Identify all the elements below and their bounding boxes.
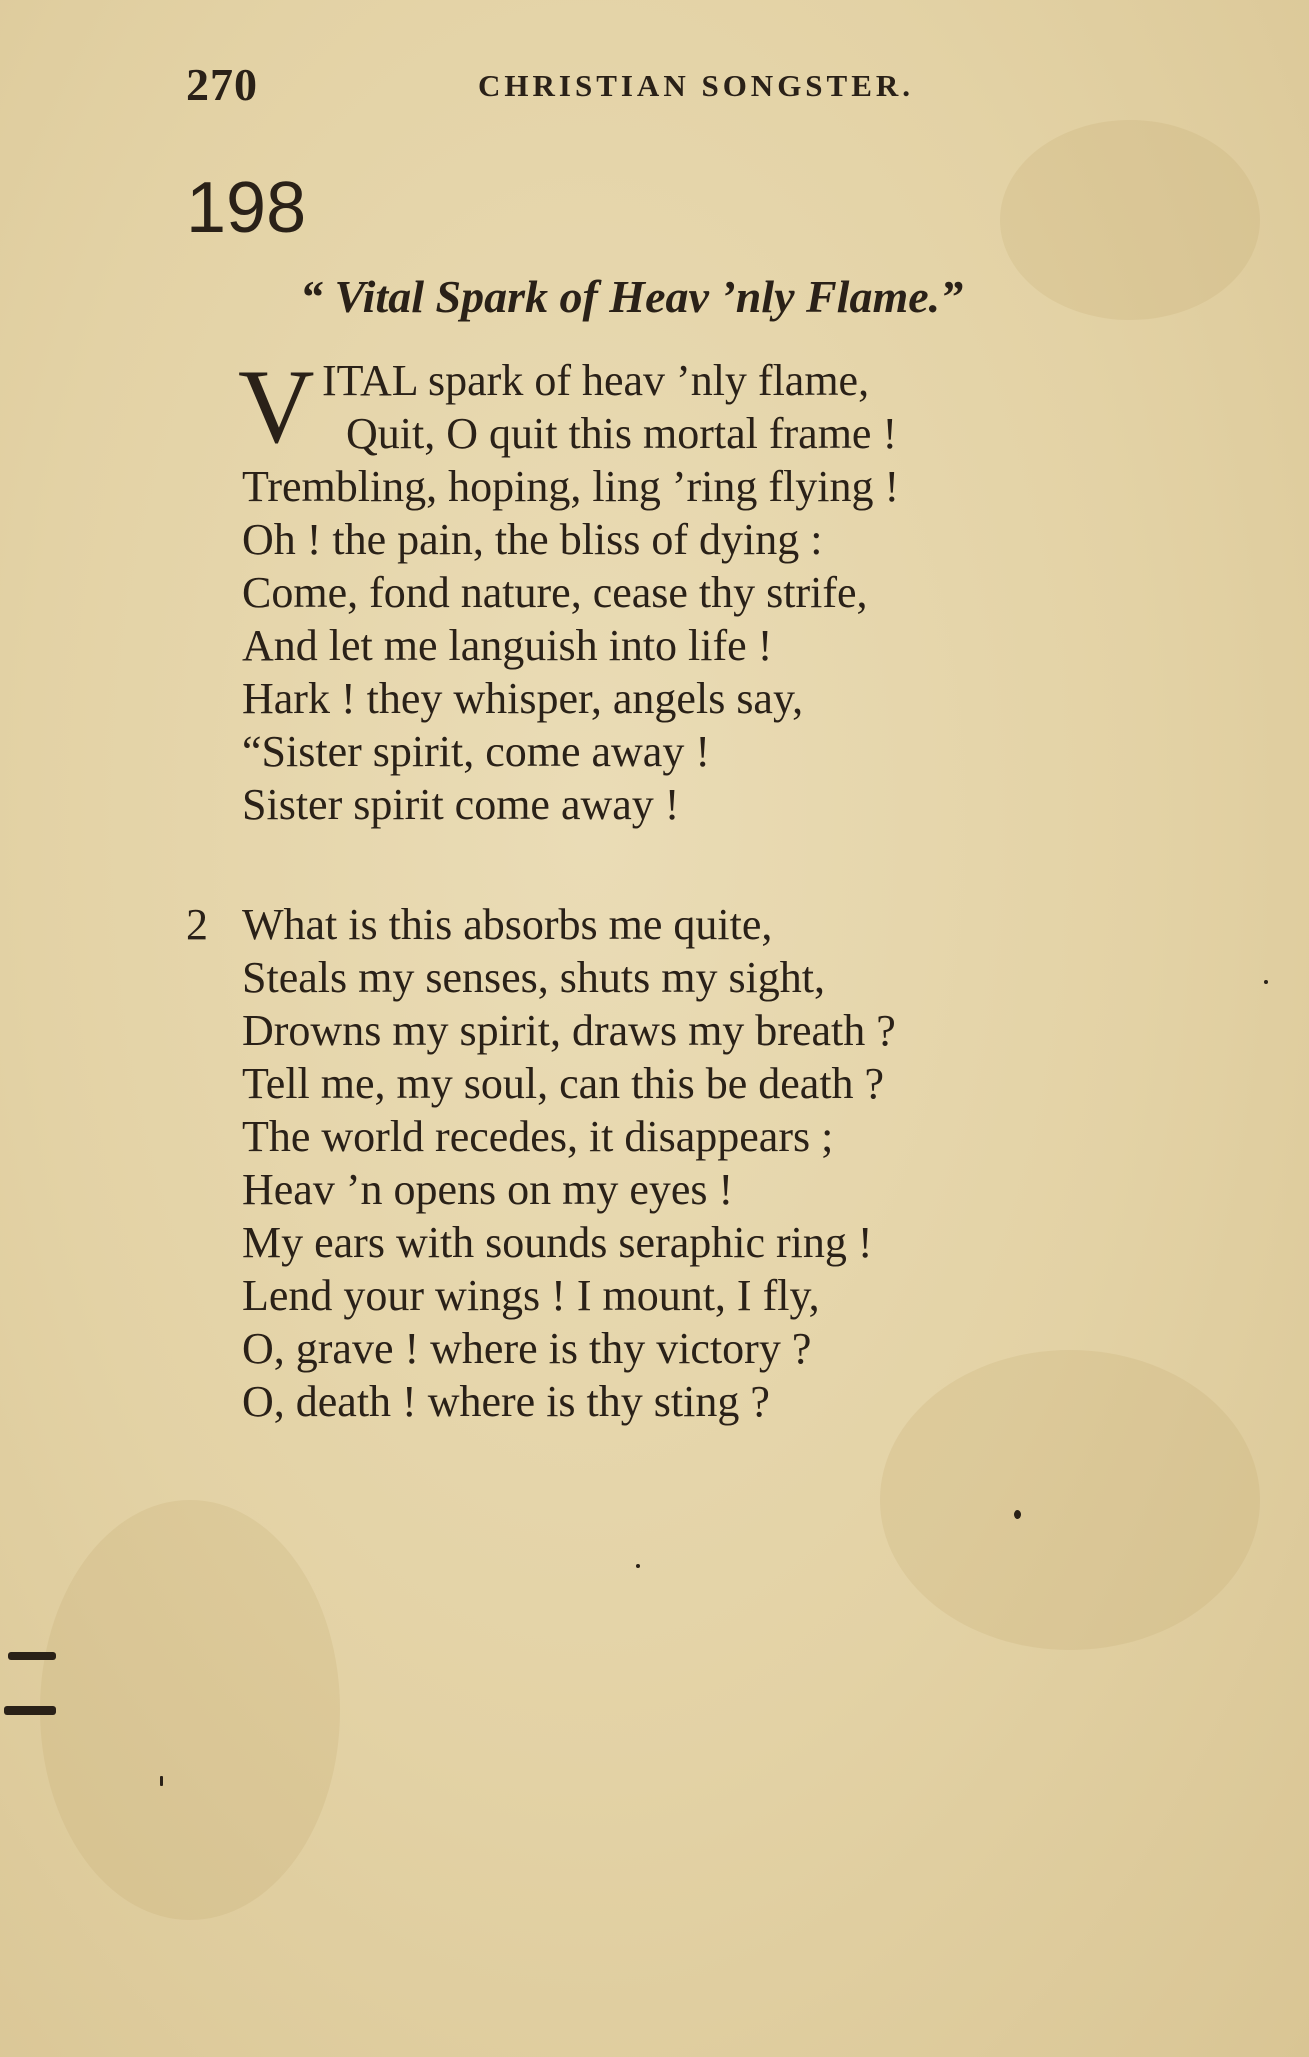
hymn-title: “ Vital Spark of Heav ’nly Flame.”	[300, 271, 964, 322]
verse-line: Steals my senses, shuts my sight,	[242, 953, 826, 1002]
hymn-number: 198	[186, 168, 307, 248]
verse-line: O, death ! where is thy sting ?	[242, 1377, 770, 1426]
verse-line: Sister spirit come away !	[242, 780, 680, 829]
verse-line: Quit, O quit this mortal frame !	[346, 409, 898, 458]
verse-line: What is this absorbs me quite,	[242, 900, 773, 949]
ink-speck	[8, 1652, 56, 1660]
verse-line: Trembling, hoping, ling ’ring flying !	[242, 462, 900, 511]
ink-speck	[160, 1776, 163, 1786]
verse-line: Heav ’n opens on my eyes !	[242, 1165, 734, 1214]
verse-line: The world recedes, it disappears ;	[242, 1112, 834, 1161]
ink-speck	[1014, 1510, 1021, 1519]
verse-line: “Sister spirit, come away !	[242, 727, 710, 776]
stanza-number: 2	[186, 900, 208, 949]
stanza-2	[242, 898, 896, 1428]
book-title: CHRISTIAN SONGSTER.	[478, 68, 915, 103]
verse-line: My ears with sounds seraphic ring !	[242, 1218, 873, 1267]
verse-line: Lend your wings ! I mount, I fly,	[242, 1271, 820, 1320]
verse-line: ITAL spark of heav ’nly flame,	[322, 356, 870, 405]
verse-line: Tell me, my soul, can this be death ?	[242, 1059, 885, 1108]
page-number: 270	[186, 59, 258, 110]
paper-stain	[880, 1350, 1260, 1650]
ink-speck	[636, 1564, 640, 1568]
ink-speck	[4, 1706, 56, 1715]
ink-speck	[1264, 980, 1268, 984]
stanza-1	[238, 348, 900, 831]
verse-line: Oh ! the pain, the bliss of dying :	[242, 515, 823, 564]
verse-line: O, grave ! where is thy victory ?	[242, 1324, 812, 1373]
verse-line: And let me languish into life !	[242, 621, 773, 670]
drop-cap: V	[238, 348, 315, 465]
paper-stain	[40, 1500, 340, 1920]
verse-line: Come, fond nature, cease thy strife,	[242, 568, 868, 617]
paper-stain	[1000, 120, 1260, 320]
verse-line: Hark ! they whisper, angels say,	[242, 674, 804, 723]
running-head	[186, 58, 986, 118]
verse-line: Drowns my spirit, draws my breath ?	[242, 1006, 896, 1055]
